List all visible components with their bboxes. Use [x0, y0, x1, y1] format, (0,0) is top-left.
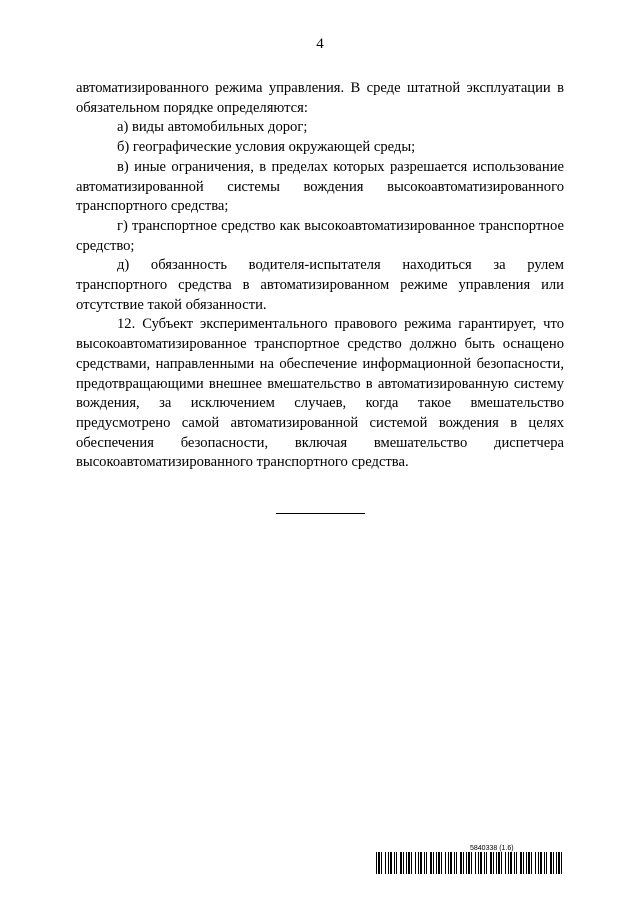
page-number: 4 [316, 36, 324, 52]
list-item-d: д) обязанность водителя-испытателя находиться за рулем транспортного средства в автоматизированном режиме управления или отсутствие такой обязанности. [76, 257, 564, 313]
paragraph-12: 12. Субъект экспериментального правового режима гарантирует, что высокоавтоматизированное транспортное средство должно быть оснащено средствами, направленными на обеспечение информационной безопасности, предотвращающими внешнее вмешательство в автоматизированную систему вождения, за исключением случаев, когда такое вмешательство предусмотрено самой автоматизированной системой вождения в целях обеспечения безопасности, включая вмешательство диспетчера высокоавтоматизированного транспортного средства. [76, 316, 564, 471]
list-item-b: б) географические условия окружающей среды; [117, 139, 416, 156]
barcode [376, 852, 564, 874]
end-divider [276, 513, 365, 514]
barcode-label: 5840338 (1.6) [470, 845, 514, 852]
paragraph-intro: автоматизированного режима управления. В среде штатной эксплуатации в обязательном порядке определяются: [76, 80, 564, 116]
list-item-a: а) виды автомобильных дорог; [117, 119, 308, 136]
document-body [76, 79, 564, 473]
list-item-v: в) иные ограничения, в пределах которых разрешается использование автоматизированной системы вождения высокоавтоматизированного транспортного средства; [76, 158, 564, 215]
list-item-g: г) транспортное средство как высокоавтоматизированное транспортное средство; [76, 217, 564, 254]
